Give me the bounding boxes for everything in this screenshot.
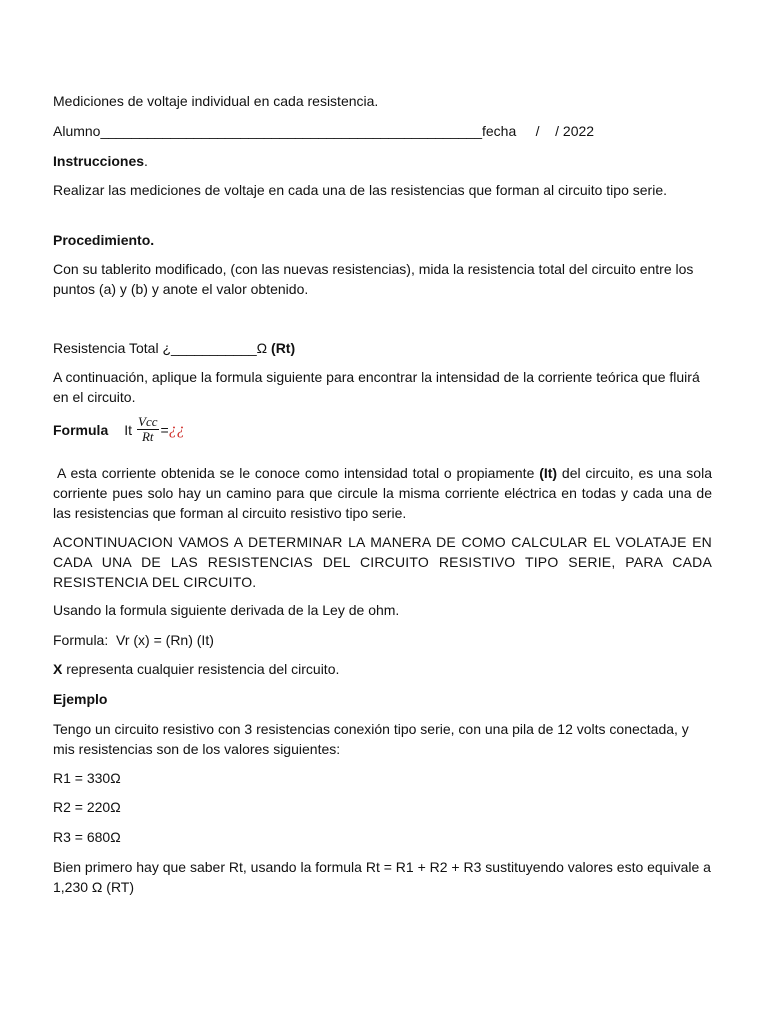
formula-result-placeholder: ¿¿: [168, 420, 185, 438]
x-text: representa cualquier resistencia del circuito.: [62, 661, 340, 677]
instrucciones-text: Realizar las mediciones de voltaje en cada una de las resistencias que forman al circuito tipo serie.: [53, 182, 667, 198]
ohm-text: Usando la formula siguiente derivada de la Ley de ohm.: [53, 602, 400, 618]
corriente-text-post: del circuito, es una sola corriente pues solo hay un camino para que circule la misma corriente eléctrica en todas y cada una de las resistencias que forman al circuito resistivo tipo serie.: [53, 465, 712, 521]
uppercase-paragraph: ACONTINUACION VAMOS A DETERMINAR LA MANERA DE COMO CALCULAR EL VOLATAJE EN CADA UNA DE LAS RESISTENCIAS DEL CIRCUITO RESISTIVO TIPO SERIE, PARA CADA RESISTENCIA DEL CIRCUITO.: [53, 534, 712, 590]
formula-equals: =: [160, 421, 169, 438]
r1-value: R1 = 330Ω: [53, 770, 121, 786]
resistencia-total-text: Resistencia Total ¿___________Ω: [53, 340, 272, 356]
resistencia-total-line: [53, 338, 712, 358]
corriente-paragraph: [53, 463, 712, 523]
procedimiento-heading: Procedimiento.: [53, 232, 155, 248]
vcc-over-rt-fraction: [137, 415, 158, 444]
procedimiento-text: Con su tablerito modificado, (con las nuevas resistencias), mida la resistencia total del circuito entre los puntos (a) y (b) y anote el valor obtenido.: [53, 261, 694, 297]
ejemplo-text: Tengo un circuito resistivo con 3 resistencias conexión tipo serie, con una pila de 12 volts conectada, y mis resistencias son de los valores siguientes:: [53, 721, 689, 757]
vr-formula: Formula: Vr (x) = (Rn) (It): [53, 632, 214, 648]
instrucciones-label: Instrucciones: [53, 153, 145, 169]
fraction-numerator: Vcc: [138, 414, 158, 429]
instrucciones-dot: .: [144, 153, 148, 169]
document-title: Mediciones de voltaje individual en cada resistencia.: [53, 93, 379, 109]
r2-value: R2 = 220Ω: [53, 799, 121, 815]
rt-calculation: Bien primero hay que saber Rt, usando la formula Rt = R1 + R2 + R3 sustituyendo valores esto equivale a 1,230 Ω (RT): [53, 859, 711, 895]
ejemplo-heading: Ejemplo: [53, 691, 108, 707]
x-label: X: [53, 661, 63, 677]
it-label: (It): [539, 465, 558, 481]
r3-value: R3 = 680Ω: [53, 829, 121, 845]
rt-label: (Rt): [271, 340, 296, 356]
fraction-denominator: Rt: [141, 429, 154, 444]
instrucciones-heading: [53, 151, 712, 171]
current-formula: [53, 415, 185, 444]
x-definition: [53, 659, 712, 679]
formula-it: It: [124, 421, 133, 438]
continuacion-text: A continuación, aplique la formula siguiente para encontrar la intensidad de la corriente teórica que fluirá en el circuito.: [53, 369, 700, 405]
alumno-fecha-line: Alumno_________________________________________________fecha / / 2022: [53, 123, 595, 139]
formula-label: Formula: [53, 421, 109, 438]
corriente-text-pre: A esta corriente obtenida se le conoce como intensidad total o propiamente: [53, 465, 540, 481]
